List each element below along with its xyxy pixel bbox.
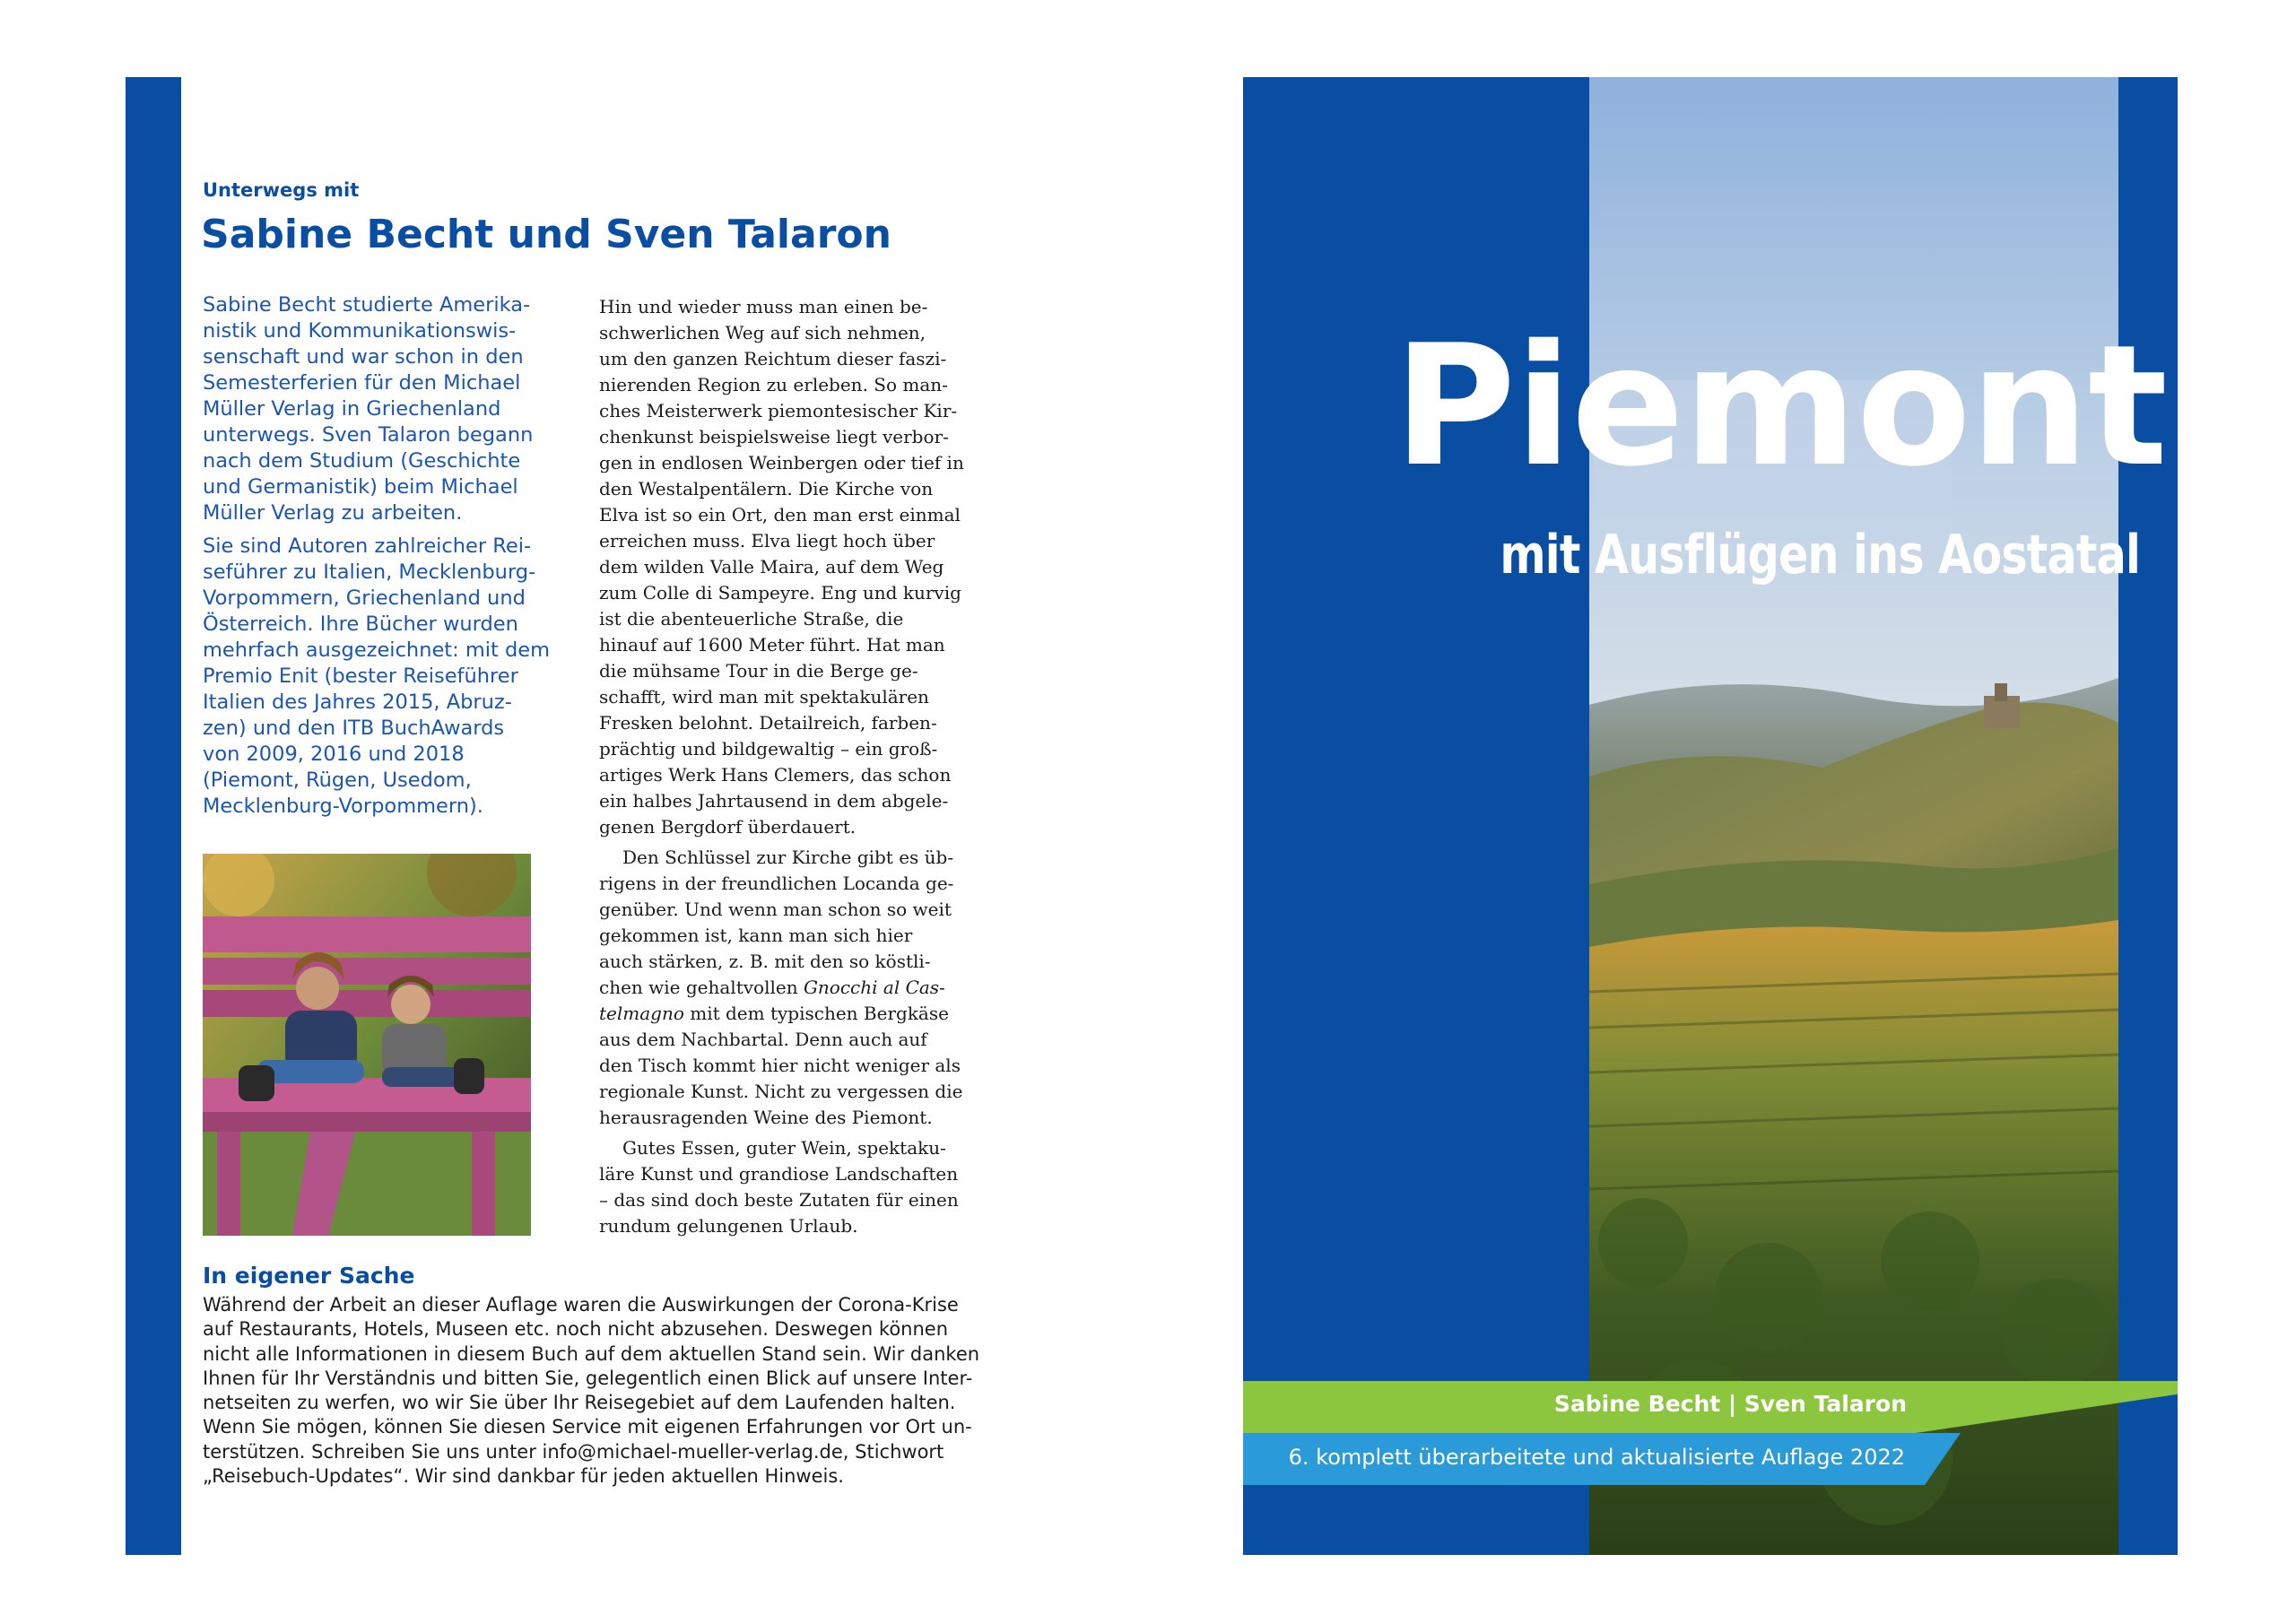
- cover-edition: 6. komplett überarbeitete und aktualisierte Auflage 2022: [1288, 1445, 1905, 1470]
- article-line-text: chenkunst beispielsweise liegt verbor-: [599, 426, 949, 447]
- article-line-text: Gutes Essen, guter Wein, spektaku-: [622, 1137, 946, 1159]
- article-line-text: auch stärken, z. B. mit den so köstli-: [599, 951, 931, 972]
- article-text-fragment: chen wie gehaltvollen: [599, 977, 804, 998]
- article-line: [599, 684, 967, 710]
- dish-name-italic: Gnocchi al Cas-: [803, 977, 945, 998]
- notice-line: „Reisebuch-Updates“. Wir sind dankbar für jeden aktuellen Hinweis.: [203, 1465, 844, 1488]
- book-cover: [1243, 77, 2178, 1555]
- bio-line: Italien des Jahres 2015, Abruz-: [203, 690, 512, 714]
- notice-heading: In eigener Sache: [203, 1263, 415, 1289]
- article-text-fragment: mit dem typischen Bergkäse: [683, 1003, 949, 1024]
- article-line-text: schwerlichen Weg auf sich nehmen,: [599, 322, 926, 343]
- article-line: [599, 476, 967, 502]
- article-line: [599, 450, 967, 476]
- article-line-text: dem wilden Valle Maira, auf dem Weg: [599, 556, 944, 578]
- article-line-text: die mühsame Tour in die Berge ge-: [599, 660, 918, 682]
- bio-line: und Germanistik) beim Michael: [203, 475, 518, 499]
- bio-line: seführer zu Italien, Mecklenburg-: [203, 560, 536, 584]
- left-page-blue-bar: [126, 77, 181, 1555]
- article-line: [599, 762, 967, 788]
- authors-photo: [203, 854, 531, 1236]
- vineyard-landscape-illustration: [1589, 77, 2118, 1555]
- article-line: [599, 632, 967, 658]
- article-line-text: zum Colle di Sampeyre. Eng und kurvig: [599, 582, 961, 604]
- bio-line: senschaft und war schon in den: [203, 345, 524, 369]
- article-line: [599, 502, 967, 528]
- notice-body: [203, 1293, 992, 1489]
- notice-line: Ihnen für Ihr Verständnis und bitten Sie, gelegentlich einen Blick auf unsere Inter-: [203, 1367, 973, 1389]
- bio-line: von 2009, 2016 und 2018: [203, 743, 465, 766]
- article-line-text: erreichen muss. Elva liegt hoch über: [599, 530, 935, 551]
- bio-line: nistik und Kommunikationswis-: [203, 319, 517, 343]
- bio-paragraph-1: [203, 292, 561, 526]
- article-line: [599, 975, 967, 1001]
- article-line-text: gekommen ist, kann man sich hier: [599, 925, 913, 946]
- article-column: [599, 294, 967, 1239]
- article-paragraph-1: [599, 294, 967, 840]
- article-line: [599, 1213, 967, 1239]
- article-line: [599, 788, 967, 814]
- article-line-text: [599, 975, 945, 1001]
- article-line: [599, 1135, 967, 1161]
- bio-line: nach dem Studium (Geschichte: [203, 449, 521, 473]
- article-line: [599, 554, 967, 580]
- article-paragraph-3: [599, 1135, 967, 1239]
- article-line-text: rundum gelungenen Urlaub.: [599, 1215, 858, 1237]
- article-line-text: herausragenden Weine des Piemont.: [599, 1107, 933, 1128]
- article-line: [599, 736, 967, 762]
- bio-line: Premio Enit (bester Reiseführer: [203, 664, 518, 688]
- article-line: [599, 1079, 967, 1105]
- article-line-text: gen in endlosen Weinbergen oder tief in: [599, 452, 964, 473]
- article-line: [599, 528, 967, 554]
- bio-line: zen) und den ITB BuchAwards: [203, 716, 505, 740]
- article-line-text: ein halbes Jahrtausend in dem abgele-: [599, 790, 949, 812]
- article-line-text: rigens in der freundlichen Locanda ge-: [599, 873, 954, 894]
- article-line-text: prächtig und bildgewaltig – ein groß-: [599, 738, 938, 760]
- page-headline: Sabine Becht und Sven Talaron: [201, 212, 891, 257]
- article-line-text: den Tisch kommt hier nicht weniger als: [599, 1055, 961, 1076]
- article-line-text: genüber. Und wenn man schon so weit: [599, 899, 952, 920]
- notice-line: Während der Arbeit an dieser Auflage waren die Auswirkungen der Corona-Krise: [203, 1294, 959, 1316]
- article-line: [599, 658, 967, 684]
- notice-line: netseiten zu werfen, wo wir Sie über Ihr Reisegebiet auf dem Laufenden halten.: [203, 1392, 956, 1414]
- article-line-text: läre Kunst und grandiose Landschaften: [599, 1163, 959, 1185]
- author-bio: [203, 292, 561, 820]
- article-line: [599, 320, 967, 346]
- notice-line: terstützen. Schreiben Sie uns unter info@michael-mueller-verlag.de, Stichwort: [203, 1440, 944, 1463]
- article-line: [599, 372, 967, 398]
- article-line-text: den Westalpentälern. Die Kirche von: [599, 478, 934, 499]
- dish-name-italic: telmagno: [599, 1003, 684, 1024]
- article-line-text: ist die abenteuerliche Straße, die: [599, 608, 904, 630]
- article-line: [599, 1105, 967, 1131]
- bio-line: Sabine Becht studierte Amerika-: [203, 293, 531, 317]
- article-line-text: Elva ist so ein Ort, den man erst einmal: [599, 504, 961, 525]
- bio-line: Semesterferien für den Michael: [203, 371, 521, 395]
- article-line: [599, 949, 967, 975]
- article-line-text: – das sind doch beste Zutaten für einen: [599, 1189, 959, 1211]
- article-line: [599, 1053, 967, 1079]
- article-line: [599, 1187, 967, 1213]
- bio-line: (Piemont, Rügen, Usedom,: [203, 769, 472, 792]
- bio-line: mehrfach ausgezeichnet: mit dem: [203, 638, 551, 662]
- article-line: [599, 398, 967, 424]
- bio-line: unterwegs. Sven Talaron begann: [203, 423, 534, 447]
- vineyard-landscape-image: [1589, 77, 2118, 1555]
- article-line: [599, 1161, 967, 1187]
- article-line-text: artiges Werk Hans Clemers, das schon: [599, 764, 952, 786]
- article-line: [599, 710, 967, 736]
- article-line: [599, 346, 967, 372]
- article-line: [599, 424, 967, 450]
- bio-line: Müller Verlag zu arbeiten.: [203, 501, 463, 525]
- authors-photo-illustration: [203, 854, 531, 1236]
- bio-line: Mecklenburg-Vorpommern).: [203, 795, 483, 818]
- article-line-text: genen Bergdorf überdauert.: [599, 816, 857, 838]
- article-line-text: nierenden Region zu erleben. So man-: [599, 374, 948, 395]
- article-line-text: [599, 1001, 949, 1027]
- article-line: [599, 606, 967, 632]
- bio-line: Müller Verlag in Griechenland: [203, 397, 501, 421]
- bio-line: Österreich. Ihre Bücher wurden: [203, 612, 518, 636]
- article-line: [599, 580, 967, 606]
- bio-paragraph-2: [203, 534, 561, 820]
- article-line-text: hinauf auf 1600 Meter führt. Hat man: [599, 634, 945, 656]
- article-line: [599, 845, 967, 871]
- cover-authors: Sabine Becht | Sven Talaron: [1553, 1391, 1907, 1417]
- article-line-text: regionale Kunst. Nicht zu vergessen die: [599, 1081, 963, 1102]
- article-line: [599, 923, 967, 949]
- kicker: Unterwegs mit: [203, 179, 360, 201]
- article-line-text: Hin und wieder muss man einen be-: [599, 296, 928, 317]
- article-line: [599, 897, 967, 923]
- notice-line: auf Restaurants, Hotels, Museen etc. noch nicht abzusehen. Deswegen können: [203, 1318, 949, 1341]
- article-line: [599, 1027, 967, 1053]
- bio-line: Sie sind Autoren zahlreicher Rei-: [203, 534, 532, 558]
- article-line: [599, 814, 967, 840]
- article-line-text: schafft, wird man mit spektakulären: [599, 686, 929, 708]
- article-line: [599, 1001, 967, 1027]
- article-line: [599, 871, 967, 897]
- article-line: [599, 294, 967, 320]
- cover-title: Piemont: [1393, 308, 2167, 503]
- notice-line: Wenn Sie mögen, können Sie diesen Service mit eigenen Erfahrungen vor Ort un-: [203, 1416, 972, 1438]
- article-paragraph-2: [599, 845, 967, 1131]
- article-line-text: ches Meisterwerk piemontesischer Kir-: [599, 400, 958, 421]
- article-line-text: aus dem Nachbartal. Denn auch auf: [599, 1029, 927, 1050]
- article-line-text: Den Schlüssel zur Kirche gibt es üb-: [622, 847, 954, 868]
- notice-line: nicht alle Informationen in diesem Buch auf dem aktuellen Stand sein. Wir danken: [203, 1342, 980, 1365]
- bio-line: Vorpommern, Griechenland und: [203, 586, 526, 610]
- article-line-text: Fresken belohnt. Detailreich, farben-: [599, 712, 937, 734]
- article-line-text: um den ganzen Reichtum dieser faszi-: [599, 348, 947, 369]
- cover-subtitle: mit Ausflügen ins Aostatal: [1500, 524, 2140, 586]
